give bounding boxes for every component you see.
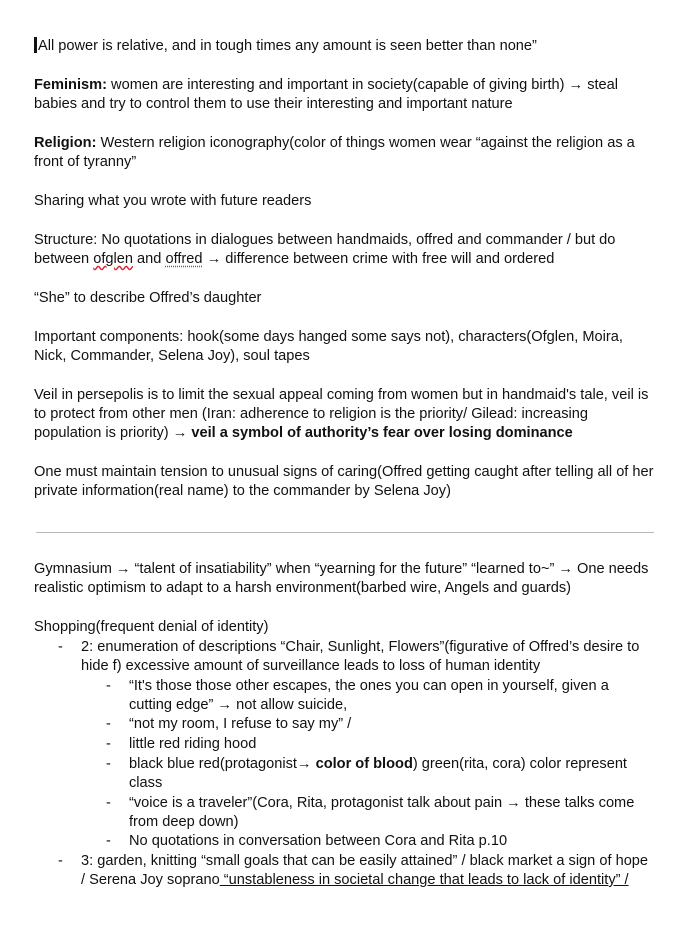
veil-line-3: population is priority) → veil a symbol of authority’s fear over losing dominance <box>34 425 573 441</box>
feminism-line: Feminism: women are interesting and important in society(capable of giving birth) → steal <box>34 77 619 93</box>
bullet-dash: - <box>58 639 63 655</box>
sub-item-3: little red riding hood <box>129 736 257 752</box>
list-item-3-cont: / Serena Joy soprano “unstableness in societal change that leads to lack of identity” / <box>81 872 629 888</box>
religion-line: Religion: Western religion iconography(color of things women wear “against the religion as a <box>34 135 635 151</box>
bullet-dash: - <box>106 756 111 772</box>
sub-item-2: “not my room, I refuse to say my” / <box>129 716 352 732</box>
components-line-2: Nick, Commander, Selena Joy), soul tapes <box>34 348 310 364</box>
she-line: “She” to describe Offred’s daughter <box>34 290 262 306</box>
structure-line-2: between ofglen and offred → difference between crime with free will and ordered <box>34 251 555 267</box>
list-item-2: 2: enumeration of descriptions “Chair, Sunlight, Flowers”(figurative of Offred’s desire to <box>81 639 640 655</box>
list-item-3: 3: garden, knitting “small goals that can be easily attained” / black market a sign of hope <box>81 853 649 869</box>
tension-line-2: private information(real name) to the commander by Selena Joy) <box>34 483 451 499</box>
grammar-flagged-word[interactable]: offred <box>165 251 203 267</box>
veil-line: Veil in persepolis is to limit the sexual appeal coming from women but in handmaid's tale, veil is <box>34 387 649 403</box>
bullet-dash: - <box>106 795 111 811</box>
bullet-dash: - <box>106 833 111 849</box>
sub-item-1-cont: cutting edge” → not allow suicide, <box>129 697 348 713</box>
shopping-line: Shopping(frequent denial of identity) <box>34 619 269 635</box>
feminism-label: Feminism: <box>34 77 107 93</box>
sub-item-6: No quotations in conversation between Cora and Rita p.10 <box>129 833 508 849</box>
components-line: Important components: hook(some days hanged some says not), characters(Ofglen, Moira, <box>34 329 623 345</box>
gymnasium-line: Gymnasium → “talent of insatiability” when “yearning for the future” “learned to~” → One needs <box>34 561 649 577</box>
religion-line-2: front of tyranny” <box>34 154 137 170</box>
gymnasium-line-2: realistic optimism to adapt to a harsh environment(barbed wire, Angels and guards) <box>34 580 572 596</box>
veil-conclusion: veil a symbol of authority’s fear over losing dominance <box>191 425 573 441</box>
religion-label: Religion: <box>34 135 97 151</box>
text-cursor <box>34 37 37 53</box>
structure-line: Structure: No quotations in dialogues between handmaids, offred and commander / but do <box>34 232 616 248</box>
bullet-dash: - <box>58 853 63 869</box>
sub-item-1: “It's those those other escapes, the ones you can open in yourself, given a <box>129 678 609 694</box>
horizontal-divider <box>36 532 654 533</box>
underlined-quote: “unstableness in societal change that leads to lack of identity” / <box>219 872 629 888</box>
quote-line: All power is relative, and in tough times any amount is seen better than none” <box>34 37 537 56</box>
sub-item-4-cont: class <box>129 775 163 791</box>
color-of-blood: color of blood <box>315 756 413 772</box>
sub-item-5: “voice is a traveler”(Cora, Rita, protagonist talk about pain → these talks come <box>129 795 635 811</box>
bullet-dash: - <box>106 716 111 732</box>
tension-line: One must maintain tension to unusual signs of caring(Offred getting caught after telling all of her <box>34 464 654 480</box>
sub-item-5-cont: from deep down) <box>129 814 239 830</box>
bullet-dash: - <box>106 736 111 752</box>
sub-item-4: black blue red(protagonist→ color of blood) green(rita, cora) color represent <box>129 756 627 772</box>
misspelled-word[interactable]: ofglen <box>93 251 133 267</box>
sharing-line: Sharing what you wrote with future readers <box>34 193 312 209</box>
list-item-2-cont: hide f) excessive amount of surveillance leads to loss of human identity <box>81 658 541 674</box>
feminism-line-2: babies and try to control them to use their interesting and important nature <box>34 96 513 112</box>
bullet-dash: - <box>106 678 111 694</box>
veil-line-2: to protect from other men (Iran: adherence to religion is the priority/ Gilead: increasing <box>34 406 589 422</box>
